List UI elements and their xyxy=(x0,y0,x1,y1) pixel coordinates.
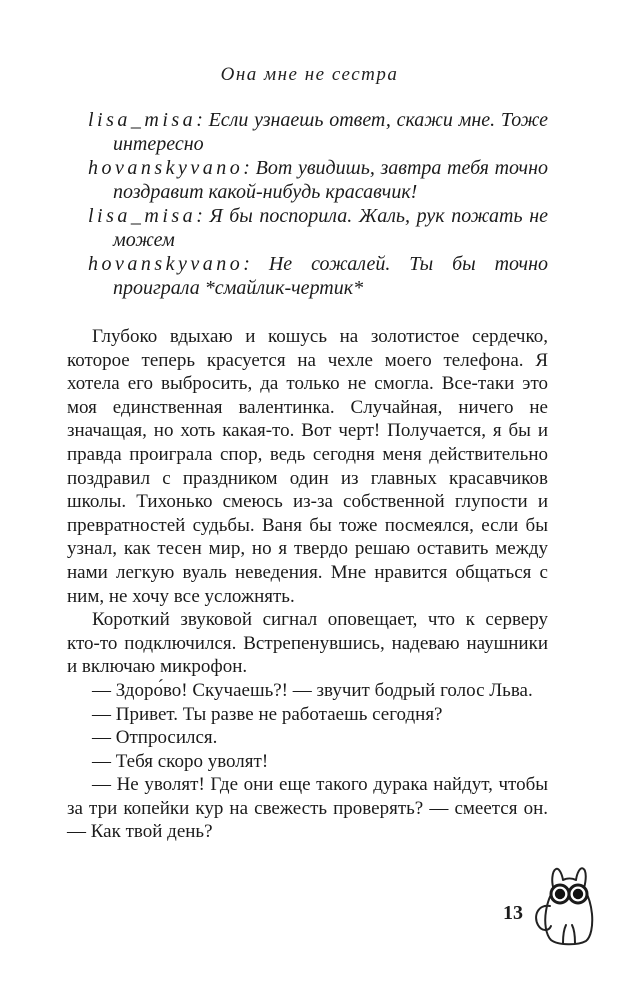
page-content xyxy=(67,108,548,844)
narrative-text xyxy=(67,325,548,844)
chat-username: hovanskyvano xyxy=(88,157,244,179)
paragraph: — Не уволят! Где они еще такого дурака найдут, чтобы за три копейки кур на свежесть проверять? — смеется он. — Как твой день? xyxy=(67,774,548,843)
cat-paw-left xyxy=(563,925,566,943)
chat-message: lisa_misa: Я бы поспорила. Жаль, рук пожать не можем xyxy=(88,205,548,251)
page-footer xyxy=(0,862,619,957)
chat-message-text: Вот увидишь, завтра тебя точно поздравит какой-нибудь красавчик! xyxy=(113,157,549,203)
paragraph: — Отпросился. xyxy=(92,727,218,749)
page-number: 13 xyxy=(503,902,523,924)
cat-eyes xyxy=(551,885,587,903)
paragraph: — Здоро́во! Скучаешь?! — звучит бодрый голос Льва. xyxy=(92,679,533,701)
paragraph: — Привет. Ты разве не работаешь сегодня? xyxy=(92,703,443,725)
chat-username: lisa_misa xyxy=(88,109,197,131)
chat-transcript xyxy=(88,108,548,300)
chat-username: hovanskyvano xyxy=(88,253,244,275)
chat-message: hovanskyvano: Не сожалей. Ты бы точно проиграла *смайлик-чертик* xyxy=(88,253,548,299)
chat-message-text: Не сожалей. Ты бы точно проиграла *смайлик-чертик* xyxy=(113,253,548,299)
cat-illustration xyxy=(532,864,608,948)
cat-tail xyxy=(536,906,551,930)
cat-body-outline xyxy=(545,868,592,944)
running-head: Она мне не сестра xyxy=(220,64,399,85)
paragraph: — Тебя скоро уволят! xyxy=(92,750,269,772)
cat-paw-right xyxy=(572,925,575,943)
chat-username: lisa_misa xyxy=(88,205,197,227)
chat-message: hovanskyvano: Вот увидишь, завтра тебя точно поздравит какой-нибудь красавчик! xyxy=(88,157,549,203)
chat-message: lisa_misa: Если узнаешь ответ, скажи мне. Тоже интересно xyxy=(88,109,548,155)
chat-message-text: Если узнаешь ответ, скажи мне. Тоже интересно xyxy=(113,109,548,155)
paragraph: Глубоко вдыхаю и кошусь на золотистое сердечко, которое теперь красуется на чехле моего телефона. Я хотела его выбросить, да только не смогла. Все-таки это моя единственная валентинка. Случайная, ничего не значащая, но хоть какая-то. Вот черт! Получается, я бы и правда проиграла спор, ведь сегодня меня действительно поздравил с праздником один из главных красавчиков школы. Тихонько смеюсь из-за собственной глупости и превратностей судьбы. Ваня бы тоже посмеялся, если бы узнал, как тесен мир, но я твердо решаю оставить между нами легкую вуаль неведения. Мне нравится общаться с ним, не хочу все усложнять. xyxy=(67,326,548,607)
chat-message-text: Я бы поспорила. Жаль, рук пожать не можем xyxy=(113,205,548,251)
paragraph: Короткий звуковой сигнал оповещает, что к серверу кто-то подключился. Встрепенувшись, надеваю наушники и включаю микрофон. xyxy=(67,609,548,678)
